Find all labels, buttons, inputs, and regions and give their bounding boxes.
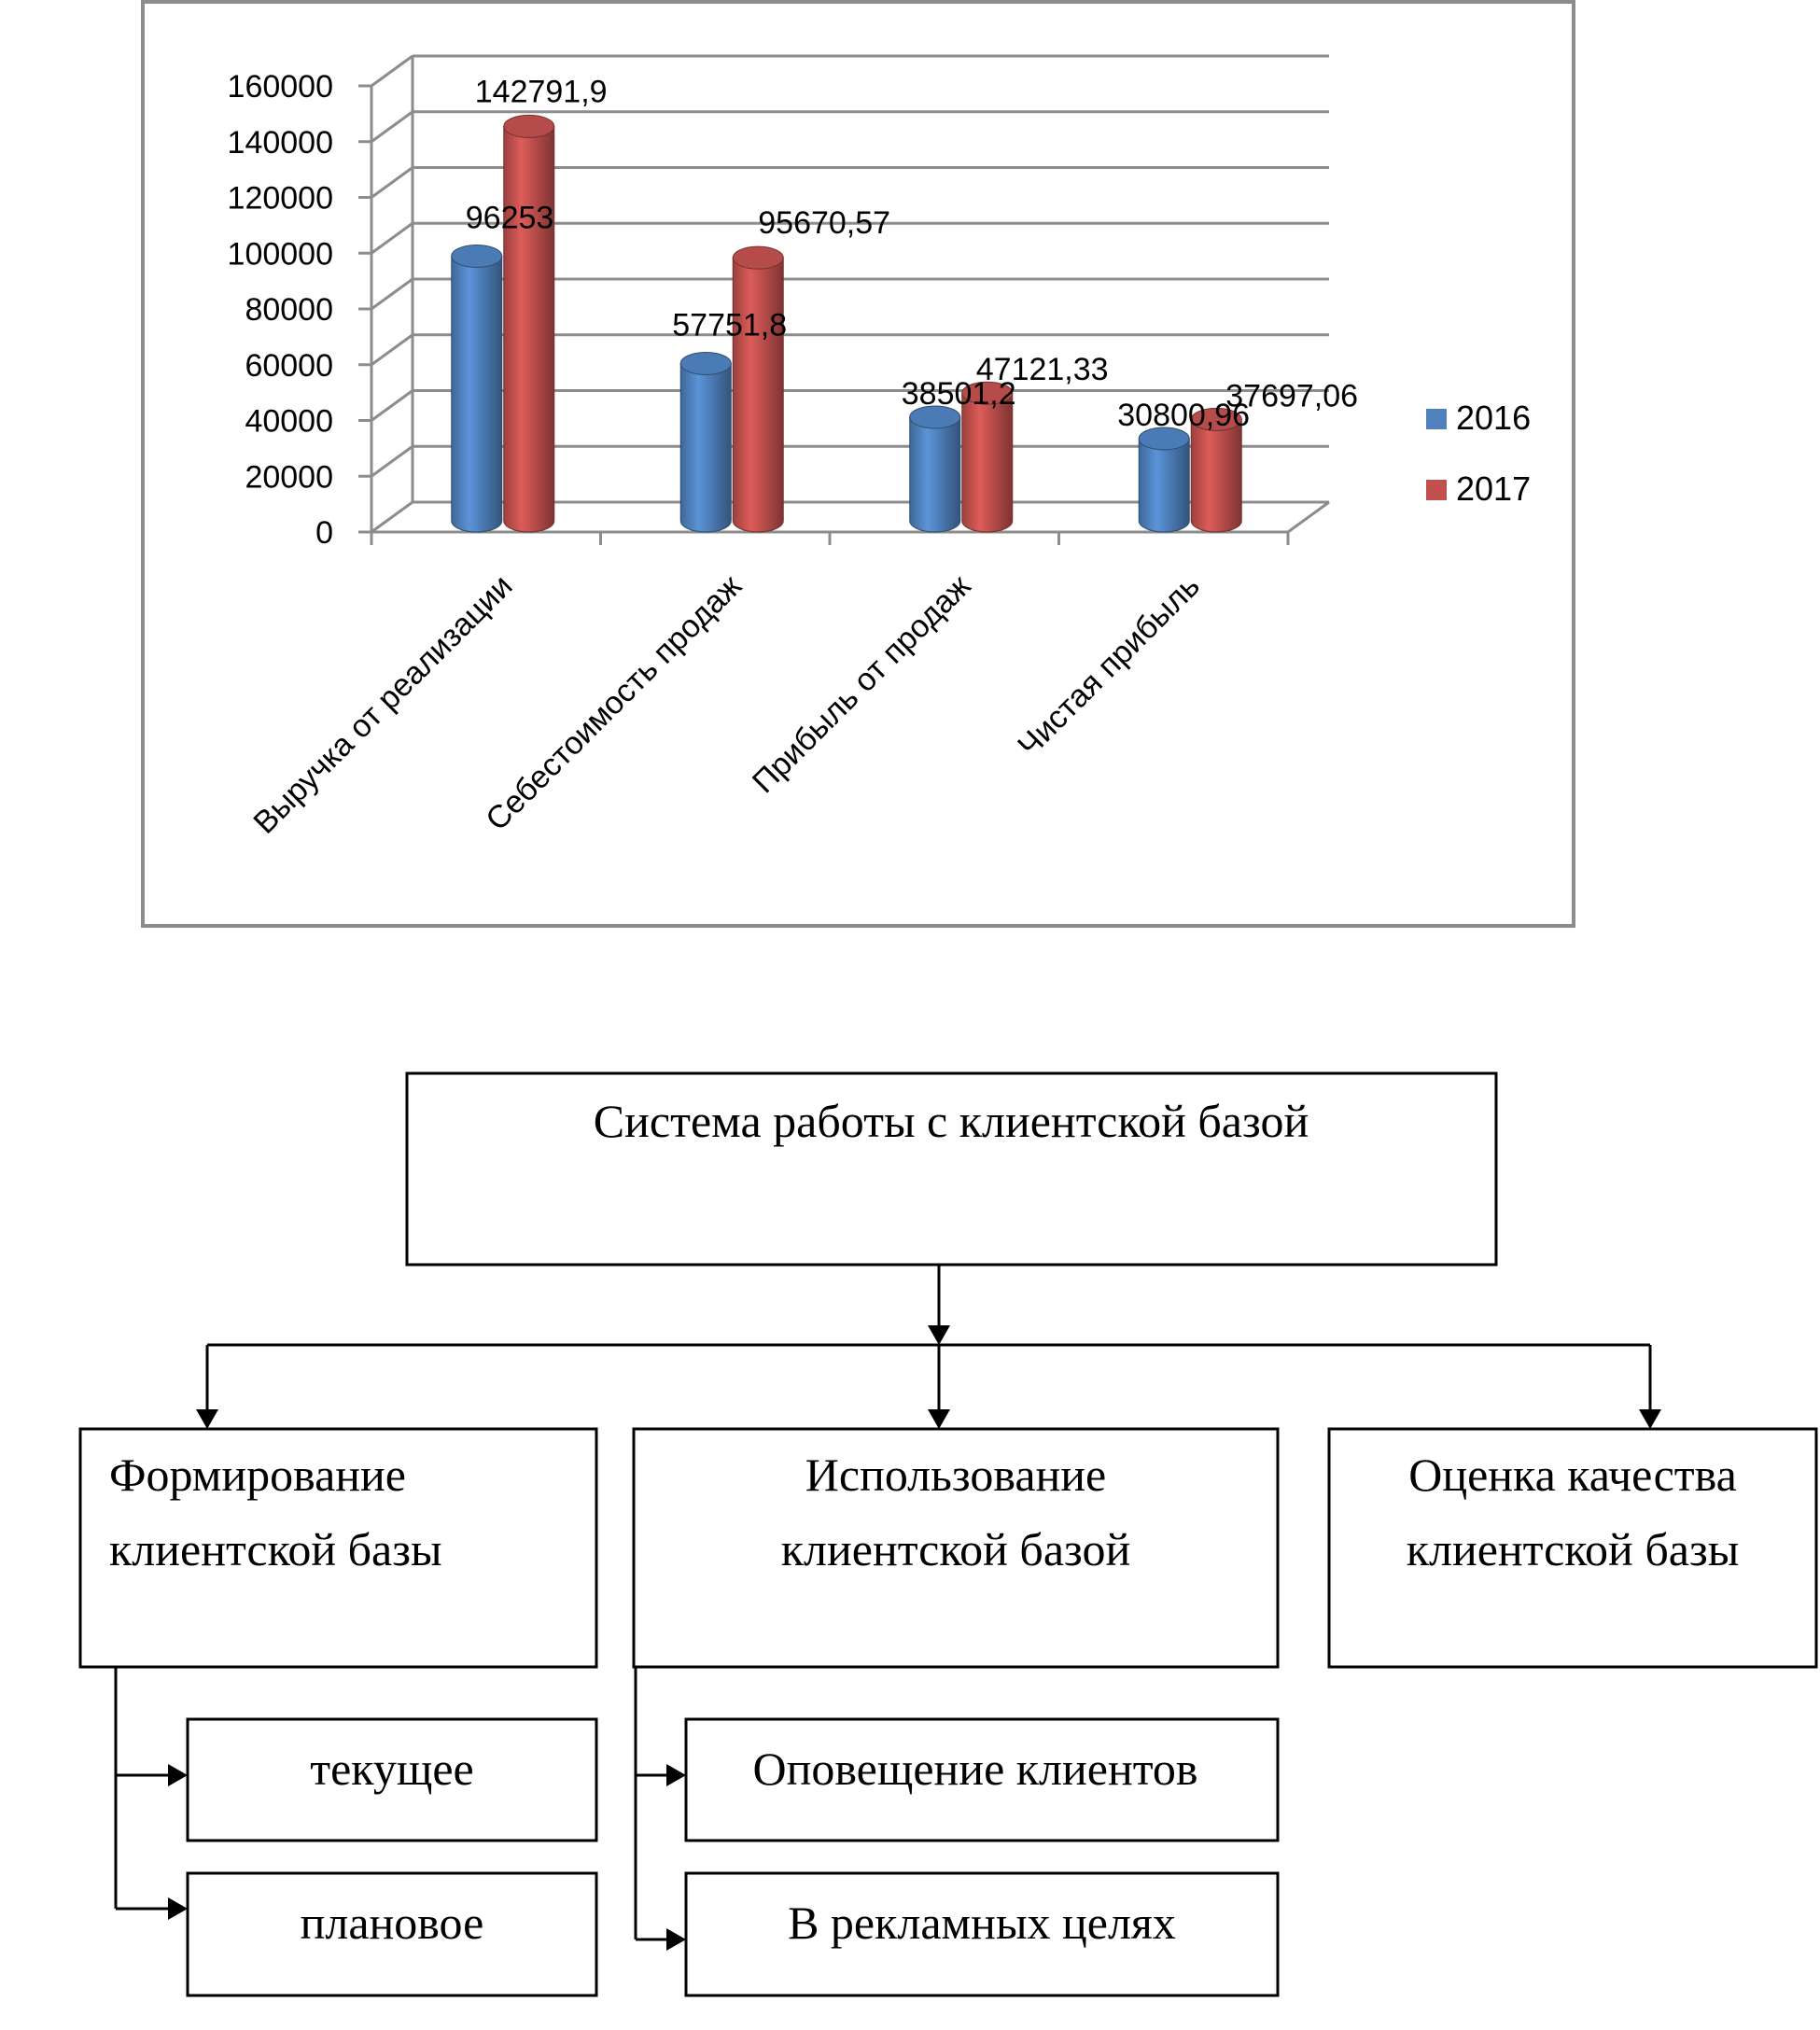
child-notify-text: Оповещение клиентов [752,1743,1198,1795]
arrow-right-planned [168,1897,188,1920]
branch-quality-line-1: Оценка качества [1408,1449,1737,1501]
legend-label: 2016 [1456,399,1532,437]
arrow-right-ads [666,1928,686,1951]
legend-label: 2017 [1456,469,1532,508]
data-label: 96253 [465,200,554,236]
branch-formation-line-1: Формирование [109,1449,406,1501]
y-tick-label: 100000 [227,236,333,273]
child-planned-text: плановое [300,1897,484,1949]
arrow-down-quality [1639,1409,1661,1429]
y-tick-label: 160000 [227,69,333,105]
y-tick-label: 80000 [245,292,333,328]
data-label: 38501,2 [901,375,1016,412]
x-category-label: Прибыль от продаж [745,567,978,801]
y-tick-label: 60000 [245,347,333,384]
branch-usage-line-1: Использование [805,1449,1107,1501]
y-tick-label: 20000 [245,459,333,496]
x-category-label: Выручка от реализации [246,567,520,841]
arrow-down-usage [928,1409,950,1429]
data-label: 142791,9 [474,74,608,110]
data-label: 57751,8 [672,307,788,343]
y-tick-label: 40000 [245,403,333,440]
data-label: 95670,57 [758,205,891,242]
branch-usage-line-2: клиентской базой [780,1523,1131,1575]
data-label: 37697,06 [1225,378,1359,414]
child-ads-text: В рекламных целях [788,1897,1176,1949]
branch-quality-line-2: клиентской базы [1406,1523,1740,1575]
y-tick-label: 120000 [227,180,333,217]
y-tick-label: 0 [315,515,333,551]
arrow-down-root [928,1325,950,1345]
x-category-label: Себестоимость продаж [479,567,749,838]
y-tick-label: 140000 [227,124,333,161]
root-box-text: Система работы с клиентской базой [593,1095,1309,1147]
arrow-right-current [168,1764,188,1786]
data-label: 30800,96 [1117,397,1251,433]
x-category-label: Чистая прибыль [1011,567,1207,764]
branch-formation-line-2: клиентской базы [109,1523,442,1575]
data-label: 47121,33 [975,352,1109,388]
child-current-text: текущее [310,1743,474,1795]
arrow-right-notify [666,1764,686,1786]
arrow-down-formation [196,1409,218,1429]
